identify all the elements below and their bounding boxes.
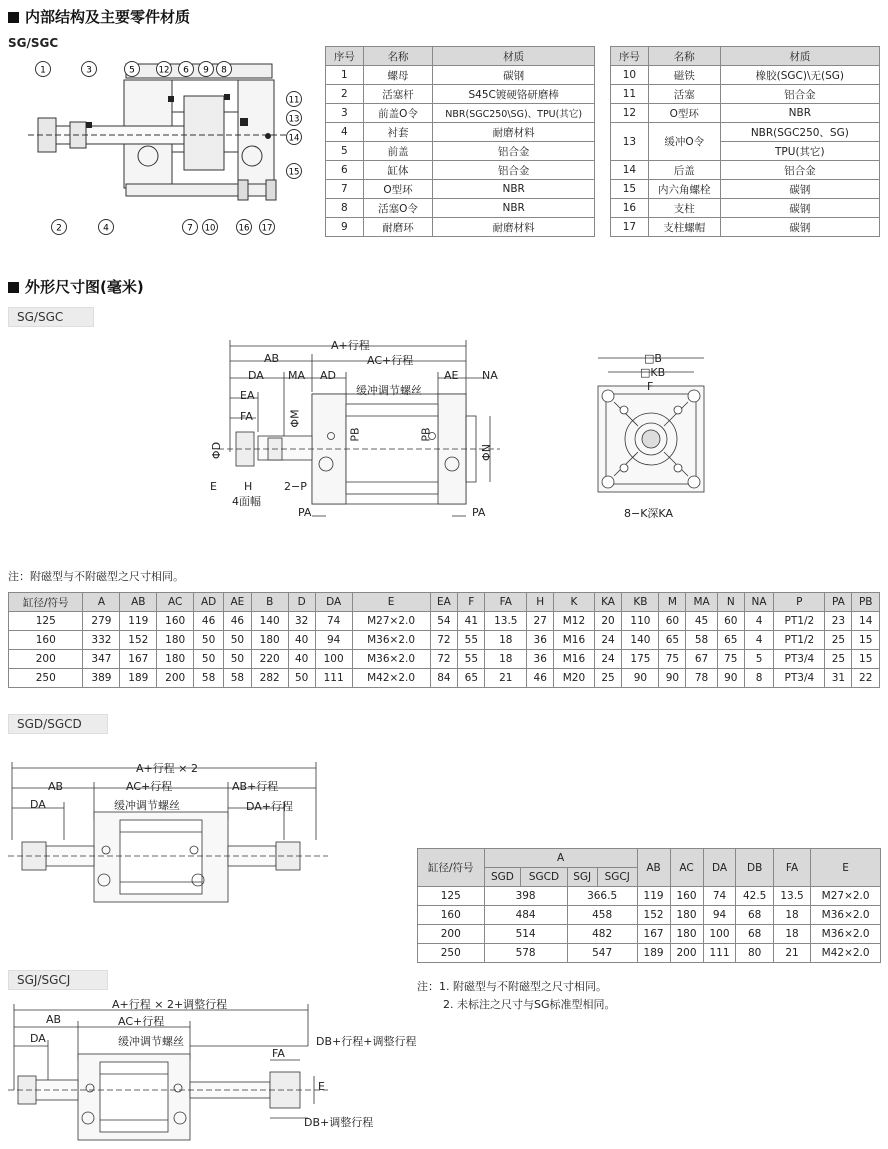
table-row: 15 内六角螺栓 碳钢 <box>611 180 880 199</box>
model-tag-sg: SG/SGC <box>8 307 94 327</box>
dim-phi-m: ΦM <box>288 409 302 428</box>
callout-2 <box>50 218 68 240</box>
dim-na: NA <box>482 369 498 382</box>
svg-text:10: 10 <box>204 223 216 234</box>
dim-ea: EA <box>240 389 255 402</box>
svg-text:6: 6 <box>183 65 189 76</box>
table-row: 10 磁铁 橡胶(SGC)\无(SG) <box>611 66 880 85</box>
model-label: SG/SGC <box>8 36 59 50</box>
table-row: 2 活塞杆 S45C镀硬铬研磨棒 <box>326 85 595 104</box>
svg-text:2: 2 <box>56 223 62 234</box>
table-row: 1 螺母 碳钢 <box>326 66 595 85</box>
svg-text:8: 8 <box>221 65 227 76</box>
dim-a-stroke-x2: A+行程 × 2 <box>136 762 198 775</box>
callout-10 <box>201 218 219 240</box>
dim-kka: 8−K深KA <box>624 507 673 520</box>
section-title-structure: 内部结构及主要零件材质 <box>8 6 190 27</box>
svg-text:3: 3 <box>86 65 92 76</box>
callout-7 <box>181 218 199 240</box>
dim-da: DA <box>30 798 46 811</box>
table-row: 200 514 482 167 180 100 68 18 M36×2.0 <box>418 925 881 944</box>
dim-a-stroke: A+行程 <box>331 339 370 352</box>
dim-ab: AB <box>48 780 64 793</box>
dim-f: F <box>647 380 654 393</box>
dimensions-table <box>8 592 880 688</box>
table-header: 序号 名称 材质 <box>326 47 595 66</box>
svg-text:5: 5 <box>129 65 135 76</box>
svg-text:17: 17 <box>261 223 273 234</box>
table-row: 8 活塞O令 NBR <box>326 199 595 218</box>
svg-text:11: 11 <box>288 95 300 106</box>
model-tag-sgj: SGJ/SGCJ <box>8 970 108 990</box>
model-tag-sgd: SGD/SGCD <box>8 714 108 734</box>
dim-e: E <box>210 480 217 493</box>
dim-ab-stroke: AB+行程 <box>232 780 279 793</box>
structure-drawing <box>8 56 318 242</box>
dim-da: DA <box>248 369 264 382</box>
table-row: 125 279 119 160 46 46 140 32 74 M27×2.0 54 41 13.5 27 M12 20 110 60 45 60 4 PT1/2 23 14 <box>9 612 880 631</box>
dim-ac-stroke: AC+行程 <box>118 1015 165 1028</box>
svg-text:9: 9 <box>203 65 209 76</box>
callout-9 <box>197 60 215 82</box>
table-row: 11 活塞 铝合金 <box>611 85 880 104</box>
dim-e: E <box>318 1080 325 1093</box>
dim-ae: AE <box>444 369 459 382</box>
table-row: 12 O型环 NBR <box>611 104 880 123</box>
callout-4 <box>97 218 115 240</box>
svg-text:13: 13 <box>288 114 300 125</box>
table-row: 7 O型环 NBR <box>326 180 595 199</box>
callout-5 <box>123 60 141 82</box>
svg-text:12: 12 <box>158 65 170 76</box>
callout-17 <box>258 218 276 240</box>
dim-db-stroke-adjust: DB+行程+调整行程 <box>316 1035 417 1048</box>
cushion-screw-label: 缓冲调节螺丝 <box>114 799 180 812</box>
square-bullet-icon <box>8 12 19 23</box>
note-2: 2. 未标注之尺寸与SG标准型相同。 <box>443 998 616 1011</box>
dim-pa-right: PA <box>472 506 486 519</box>
svg-text:1: 1 <box>40 65 46 76</box>
table-row: 3 前盖O令 NBR(SGC250\SG)、TPU(其它) <box>326 104 595 123</box>
table-row: 250 578 547 189 200 111 80 21 M42×2.0 <box>418 944 881 963</box>
table-row: 17 支柱螺帽 碳钢 <box>611 218 880 237</box>
table-header: 序号 名称 材质 <box>611 47 880 66</box>
dim-ac-stroke: AC+行程 <box>126 780 173 793</box>
cushion-screw-label: 缓冲调节螺丝 <box>356 384 422 397</box>
svg-text:7: 7 <box>187 223 193 234</box>
square-bullet-icon <box>8 282 19 293</box>
dim-phi-d: ΦD <box>210 441 224 460</box>
callout-12 <box>155 60 173 82</box>
table-row: 160 484 458 152 180 94 68 18 M36×2.0 <box>418 906 881 925</box>
callout-6 <box>177 60 195 82</box>
dim-b: □B <box>644 352 662 365</box>
table-row: 4 衬套 耐磨材料 <box>326 123 595 142</box>
dim-h-4faces: 4面幅 <box>232 495 261 508</box>
svg-text:15: 15 <box>288 167 300 178</box>
dim-ac-stroke: AC+行程 <box>367 354 414 367</box>
dim-pb-left: PB <box>348 427 362 442</box>
table-row: 5 前盖 铝合金 <box>326 142 595 161</box>
svg-text:16: 16 <box>238 223 250 234</box>
dim-h: H <box>244 480 253 493</box>
dim-phi-n: ΦN <box>479 444 493 461</box>
dim-fa: FA <box>240 410 253 423</box>
dim-fa: FA <box>272 1047 285 1060</box>
svg-text:4: 4 <box>103 223 109 234</box>
callout-14 <box>285 128 303 150</box>
parts-table-right <box>610 46 880 237</box>
dim-pb-right: PB <box>419 427 433 442</box>
dim-ab: AB <box>46 1013 62 1026</box>
callout-16 <box>235 218 253 240</box>
callout-1 <box>34 60 52 82</box>
cushion-screw-label: 缓冲调节螺丝 <box>118 1035 184 1048</box>
section-title-dimensions: 外形尺寸图(毫米) <box>8 276 144 297</box>
note-magnetic: 注：附磁型与不附磁型之尺寸相同。 <box>8 570 184 583</box>
dim-ad: AD <box>320 369 336 382</box>
table-header: 缸径/符号 A AB AC DA DB FA E <box>418 849 881 868</box>
table-header: SGD SGCD SGJ SGCJ <box>418 868 881 887</box>
dim-a-stroke-adjust: A+行程 × 2+调整行程 <box>112 998 228 1011</box>
table-row: 13 缓冲O令 NBR(SGC250、SG) <box>611 123 880 142</box>
table-row: 16 支柱 碳钢 <box>611 199 880 218</box>
table-row: 14 后盖 铝合金 <box>611 161 880 180</box>
callout-3 <box>80 60 98 82</box>
table-row: 6 缸体 铝合金 <box>326 161 595 180</box>
dim-kb: □KB <box>640 366 666 379</box>
dim-2p: 2−P <box>284 480 307 493</box>
callout-8 <box>215 60 233 82</box>
dim-pa-left: PA <box>298 506 312 519</box>
parts-table-left <box>325 46 595 237</box>
table-row: 9 耐磨环 耐磨材料 <box>326 218 595 237</box>
note-1: 注：1. 附磁型与不附磁型之尺寸相同。 <box>417 980 607 993</box>
dim-da-stroke: DA+行程 <box>246 800 294 813</box>
dim-ma: MA <box>288 369 306 382</box>
callout-15 <box>285 162 303 184</box>
table-header: 缸径/符号 A AB AC AD AE B D DA E EA F FA H K KA KB M MA N NA P PA PB <box>9 593 880 612</box>
table-row: 160 332 152 180 50 50 180 40 94 M36×2.0 72 55 18 36 M16 24 140 65 58 65 4 PT1/2 25 15 <box>9 631 880 650</box>
table-row: TPU(其它) <box>611 142 880 161</box>
dim-db-adjust: DB+调整行程 <box>304 1116 374 1129</box>
table-row: 125 398 366.5 119 160 74 42.5 13.5 M27×2.0 <box>418 887 881 906</box>
table-row: 200 347 167 180 50 50 220 40 100 M36×2.0 72 55 18 36 M16 24 175 75 67 75 5 PT3/4 25 15 <box>9 650 880 669</box>
svg-text:14: 14 <box>288 133 300 144</box>
dim-da: DA <box>30 1032 46 1045</box>
sgd-dimensions-table <box>417 848 881 963</box>
dim-ab: AB <box>264 352 280 365</box>
table-row: 250 389 189 200 58 58 282 50 111 M42×2.0 84 65 21 46 M20 25 90 90 78 90 8 PT3/4 31 22 <box>9 669 880 688</box>
